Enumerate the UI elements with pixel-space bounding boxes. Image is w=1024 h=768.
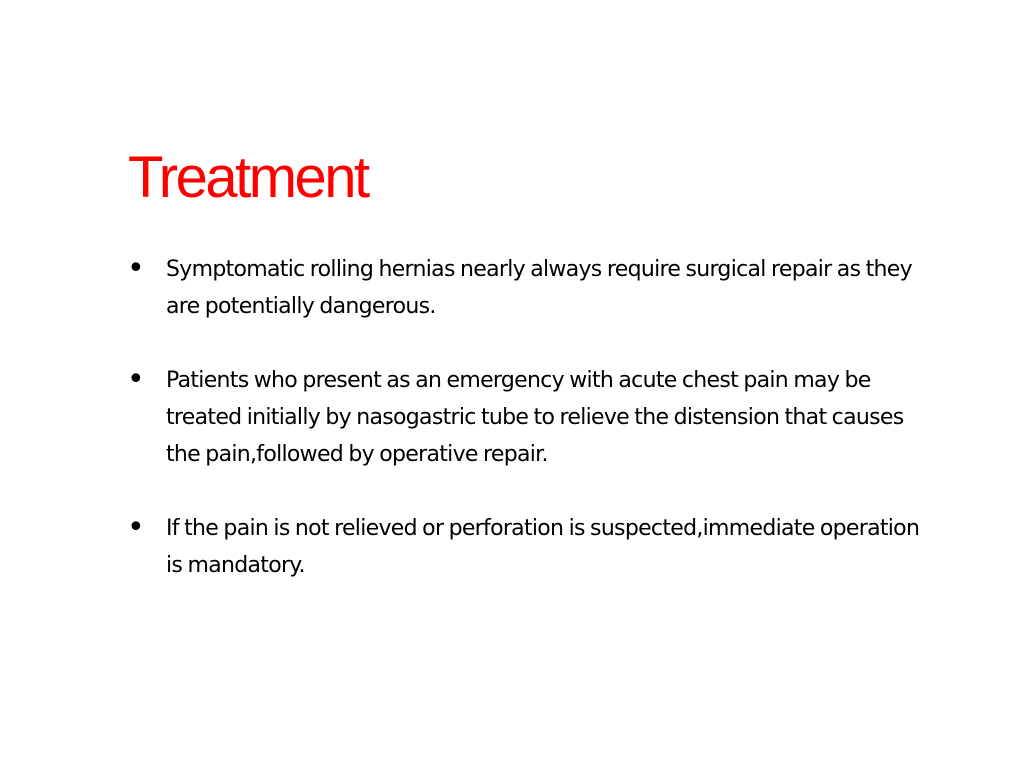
bullet-text: If the pain is not relieved or perforation is suspected,immediate operation is mandatory. [166,516,920,578]
slide-title: Treatment [128,145,368,210]
bullet-item [127,362,927,473]
bullet-item [127,510,927,584]
bullet-list [127,251,927,621]
bullet-text: Symptomatic rolling hernias nearly always require surgical repair as they are potentially dangerous. [166,257,912,319]
bullet-dot-icon: • [127,510,145,545]
bullet-dot-icon: • [127,362,145,397]
bullet-text: Patients who present as an emergency with acute chest pain may be treated initially by nasogastric tube to relieve the distension that causes the pain,followed by operative repair. [166,368,904,467]
bullet-dot-icon: • [127,251,145,286]
bullet-item [127,251,927,325]
